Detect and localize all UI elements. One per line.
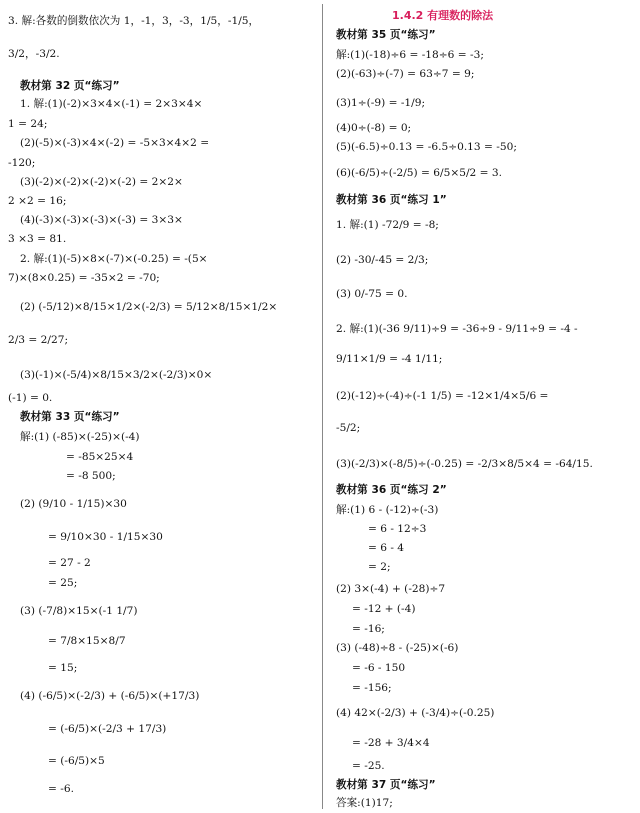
exercise-1-3-cont: 2 ×2 = 16;: [8, 195, 67, 207]
exercise-2-1: 2. 解:(1)(-5)×8×(-7)×(-0.25) = -(5×: [20, 253, 208, 265]
p36b-1-expr: 解:(1) 6 - (-12)÷(-3): [336, 504, 439, 516]
column-divider: [322, 4, 323, 809]
exercise-1-4: (4)(-3)×(-3)×(-3)×(-3) = 3×3×: [20, 214, 183, 226]
exercise-1-2: (2)(-5)×(-3)×4×(-2) = -5×3×4×2 =: [20, 137, 210, 149]
exercise-1-4-cont: 3 ×3 = 81.: [8, 233, 67, 245]
p36-1-1: 1. 解:(1) -72/9 = -8;: [336, 219, 439, 231]
p35-5: (5)(-6.5)÷0.13 = -6.5÷0.13 = -50;: [336, 141, 517, 153]
exercise-2-3: (3)(-1)×(-5/4)×8/15×3/2×(-2/3)×0×: [20, 369, 213, 381]
section-heading-p35: 教材第 35 页“练习”: [336, 29, 436, 41]
exercise-1-1-cont: 1 = 24;: [8, 118, 48, 130]
p36-2-2: (2)(-12)÷(-4)÷(-1 1/5) = -12×1/4×5/6 =: [336, 390, 549, 402]
section-heading-p36-2: 教材第 36 页“练习 2”: [336, 484, 447, 496]
p33-4-result: = -6.: [48, 783, 74, 795]
p36b-2-result: = -16;: [352, 623, 385, 635]
exercise-1-3: (3)(-2)×(-2)×(-2)×(-2) = 2×2×: [20, 176, 183, 188]
section-heading-p36-1: 教材第 36 页“练习 1”: [336, 194, 447, 206]
p36b-3-step1: = -6 - 150: [352, 662, 406, 674]
p36-2-2-cont: -5/2;: [336, 422, 361, 434]
p35-4: (4)0÷(-8) = 0;: [336, 122, 412, 134]
p36b-1-step2: = 6 - 4: [368, 542, 405, 554]
p36b-1-result: = 2;: [368, 561, 391, 573]
p33-3-result: = 15;: [48, 662, 78, 674]
p36-1-2: (2) -30/-45 = 2/3;: [336, 254, 429, 266]
section-heading-p33: 教材第 33 页“练习”: [20, 411, 120, 423]
p37-answer: 答案:(1)17;: [336, 797, 393, 809]
p35-3: (3)1÷(-9) = -1/9;: [336, 97, 426, 109]
p36b-4-expr: (4) 42×(-2/3) + (-3/4)÷(-0.25): [336, 707, 495, 719]
p36b-2-expr: (2) 3×(-4) + (-28)÷7: [336, 583, 446, 595]
answer-3-reciprocals-cont: 3/2，-3/2.: [8, 48, 60, 60]
p36-2-1: 2. 解:(1)(-36 9/11)÷9 = -36÷9 - 9/11÷9 = -4 -: [336, 323, 578, 335]
p33-1-result: = -8 500;: [66, 470, 116, 482]
p35-2: (2)(-63)÷(-7) = 63÷7 = 9;: [336, 68, 475, 80]
p36-2-3: (3)(-2/3)×(-8/5)÷(-0.25) = -2/3×8/5×4 = -64/15.: [336, 458, 593, 470]
p33-4-step2: = (-6/5)×5: [48, 755, 105, 767]
p33-4-expr: (4) (-6/5)×(-2/3) + (-6/5)×(+17/3): [20, 690, 200, 702]
p36b-4-result: = -25.: [352, 760, 385, 772]
exercise-1-1: 1. 解:(1)(-2)×3×4×(-1) = 2×3×4×: [20, 98, 203, 110]
p36-1-3: (3) 0/-75 = 0.: [336, 288, 408, 300]
exercise-2-2-cont: 2/3 = 2/27;: [8, 334, 69, 346]
answer-3-reciprocals: 3. 解:各数的倒数依次为 1，-1，3，-3，1/5，-1/5，: [8, 15, 260, 27]
p33-2-result: = 25;: [48, 577, 78, 589]
section-heading-p32: 教材第 32 页“练习”: [20, 80, 120, 92]
p35-6: (6)(-6/5)÷(-2/5) = 6/5×5/2 = 3.: [336, 167, 502, 179]
p36b-1-step1: = 6 - 12÷3: [368, 523, 427, 535]
exercise-2-1-cont: 7)×(8×0.25) = -35×2 = -70;: [8, 272, 160, 284]
p33-2-step2: = 27 - 2: [48, 557, 91, 569]
p33-4-step1: = (-6/5)×(-2/3 + 17/3): [48, 723, 167, 735]
p33-2-expr: (2) (9/10 - 1/15)×30: [20, 498, 127, 510]
p36-2-1-cont: 9/11×1/9 = -4 1/11;: [336, 353, 443, 365]
p33-3-step1: = 7/8×15×8/7: [48, 635, 126, 647]
p36b-3-result: = -156;: [352, 682, 392, 694]
section-title-division: 1.4.2 有理数的除法: [392, 9, 494, 22]
p36b-2-step1: = -12 + (-4): [352, 603, 416, 615]
p36b-3-expr: (3) (-48)÷8 - (-25)×(-6): [336, 642, 459, 654]
p33-3-expr: (3) (-7/8)×15×(-1 1/7): [20, 605, 138, 617]
p33-1-expr: 解:(1) (-85)×(-25)×(-4): [20, 431, 140, 443]
p36b-4-step1: = -28 + 3/4×4: [352, 737, 430, 749]
exercise-2-3-cont: (-1) = 0.: [8, 392, 53, 404]
exercise-2-2: (2) (-5/12)×8/15×1/2×(-2/3) = 5/12×8/15×1/2×: [20, 301, 278, 313]
p33-2-step1: = 9/10×30 - 1/15×30: [48, 531, 163, 543]
section-heading-p37: 教材第 37 页“练习”: [336, 779, 436, 791]
p33-1-step1: = -85×25×4: [66, 451, 134, 463]
exercise-1-2-cont: -120;: [8, 157, 36, 169]
p35-1: 解:(1)(-18)÷6 = -18÷6 = -3;: [336, 49, 484, 61]
